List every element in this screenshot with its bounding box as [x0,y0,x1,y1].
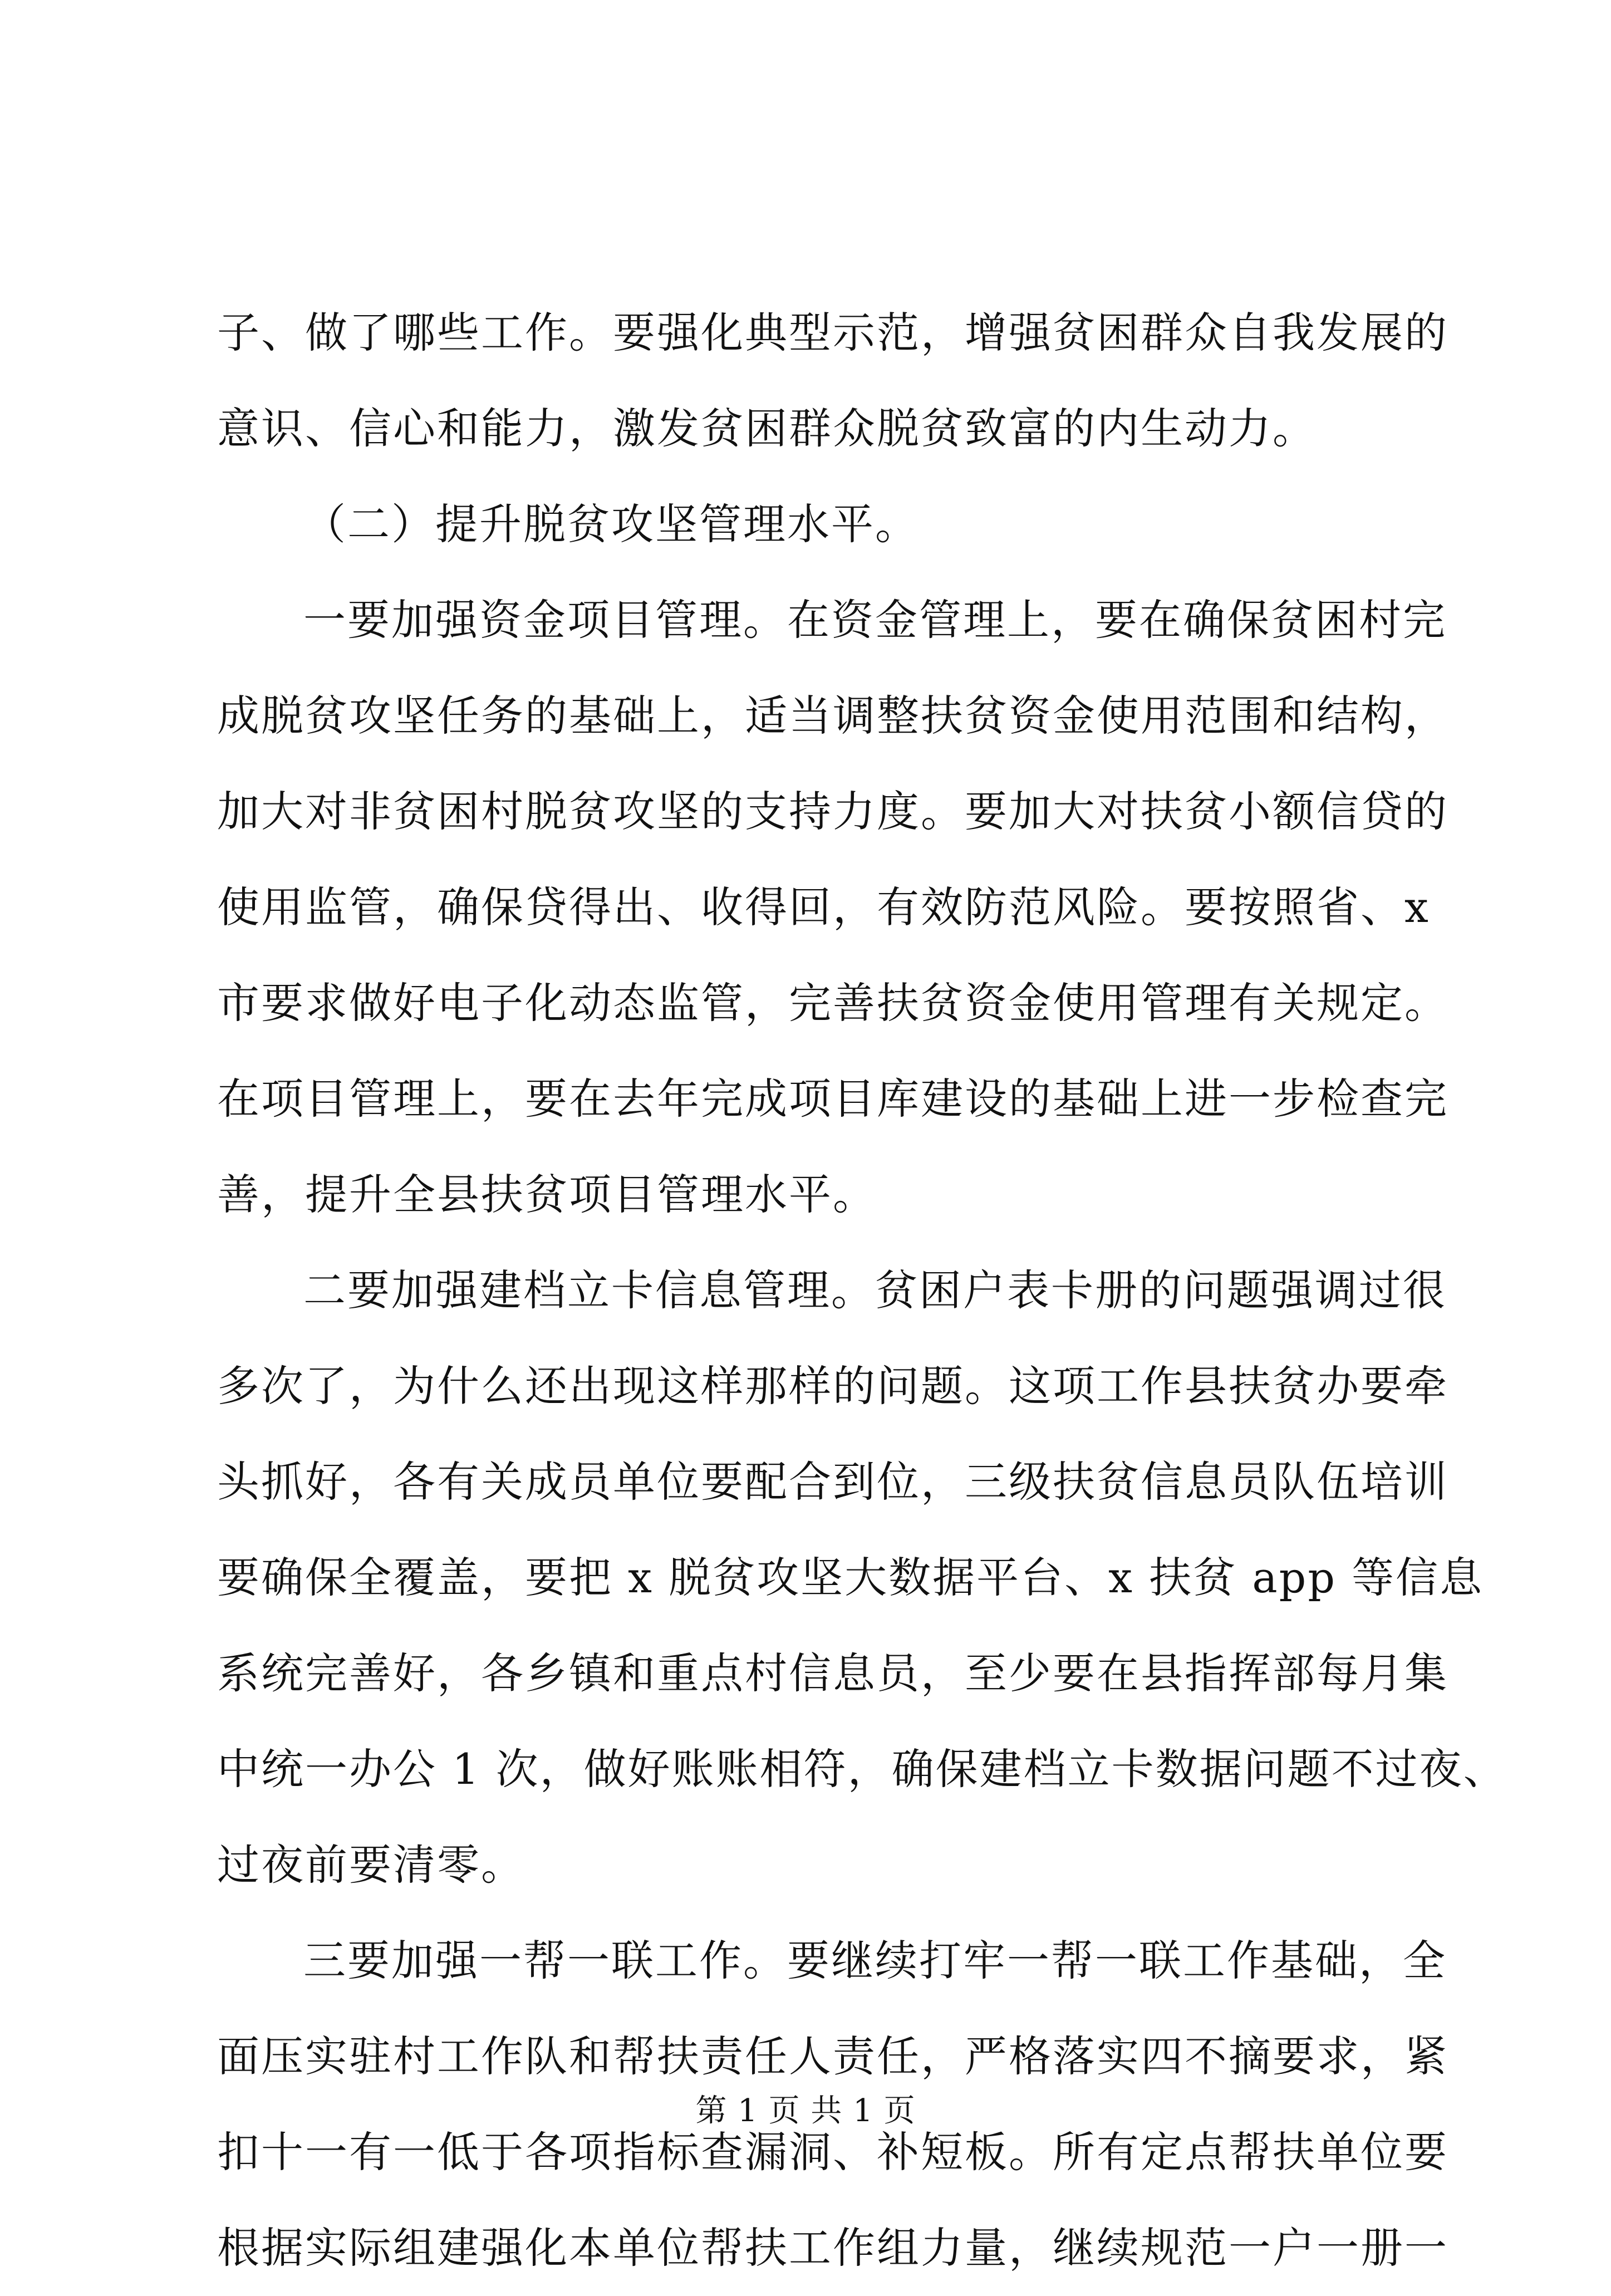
text-line: 在项目管理上，要在去年完成项目库建设的基础上进一步检查完 [217,1074,1448,1124]
text-line: 要确保全覆盖，要把 x 脱贫攻坚大数据平台、x 扶贫 app 等信息 [217,1553,1484,1602]
text-line: 市要求做好电子化动态监管，完善扶贫资金使用管理有关规定。 [217,978,1448,1028]
page-footer: 第 1 页 共 1 页 [695,2093,916,2129]
section-heading: （二）提升脱贫攻坚管理水平。 [303,499,919,549]
text-line: 系统完善好，各乡镇和重点村信息员，至少要在县指挥部每月集 [217,1649,1448,1698]
text-line: 意识、信心和能力，激发贫困群众脱贫致富的内生动力。 [217,404,1317,453]
text-line: 一要加强资金项目管理。在资金管理上，要在确保贫困村完 [303,595,1447,645]
document-body [217,285,1507,2296]
text-line: 成脱贫攻坚任务的基础上，适当调整扶贫资金使用范围和结构， [217,691,1448,740]
text-line: 善，提升全县扶贫项目管理水平。 [217,1170,877,1219]
text-line: 过夜前要清零。 [217,1840,525,1890]
text-line: 头抓好，各有关成员单位要配合到位，三级扶贫信息员队伍培训 [217,1457,1448,1507]
text-line: 三要加强一帮一联工作。要继续打牢一帮一联工作基础，全 [303,1936,1447,1985]
text-line: 子、做了哪些工作。要强化典型示范，增强贫困群众自我发展的 [217,308,1448,357]
text-line: 多次了，为什么还出现这样那样的问题。这项工作县扶贫办要牵 [217,1361,1448,1411]
text-line: 二要加强建档立卡信息管理。贫困户表卡册的问题强调过很 [303,1265,1447,1315]
text-line: 根据实际组建强化本单位帮扶工作组力量，继续规范一户一册一 [217,2223,1448,2273]
text-line: 中统一办公 1 次，做好账账相符，确保建档立卡数据问题不过夜、 [217,1744,1507,1794]
text-line: 面压实驻村工作队和帮扶责任人责任，严格落实四不摘要求，紧 [217,2032,1448,2081]
text-line: 加大对非贫困村脱贫攻坚的支持力度。要加大对扶贫小额信贷的 [217,787,1448,836]
text-line: 使用监管，确保贷得出、收得回，有效防范风险。要按照省、x [217,882,1430,932]
text-line: 扣十一有一低于各项指标查漏洞、补短板。所有定点帮扶单位要 [217,2127,1448,2177]
